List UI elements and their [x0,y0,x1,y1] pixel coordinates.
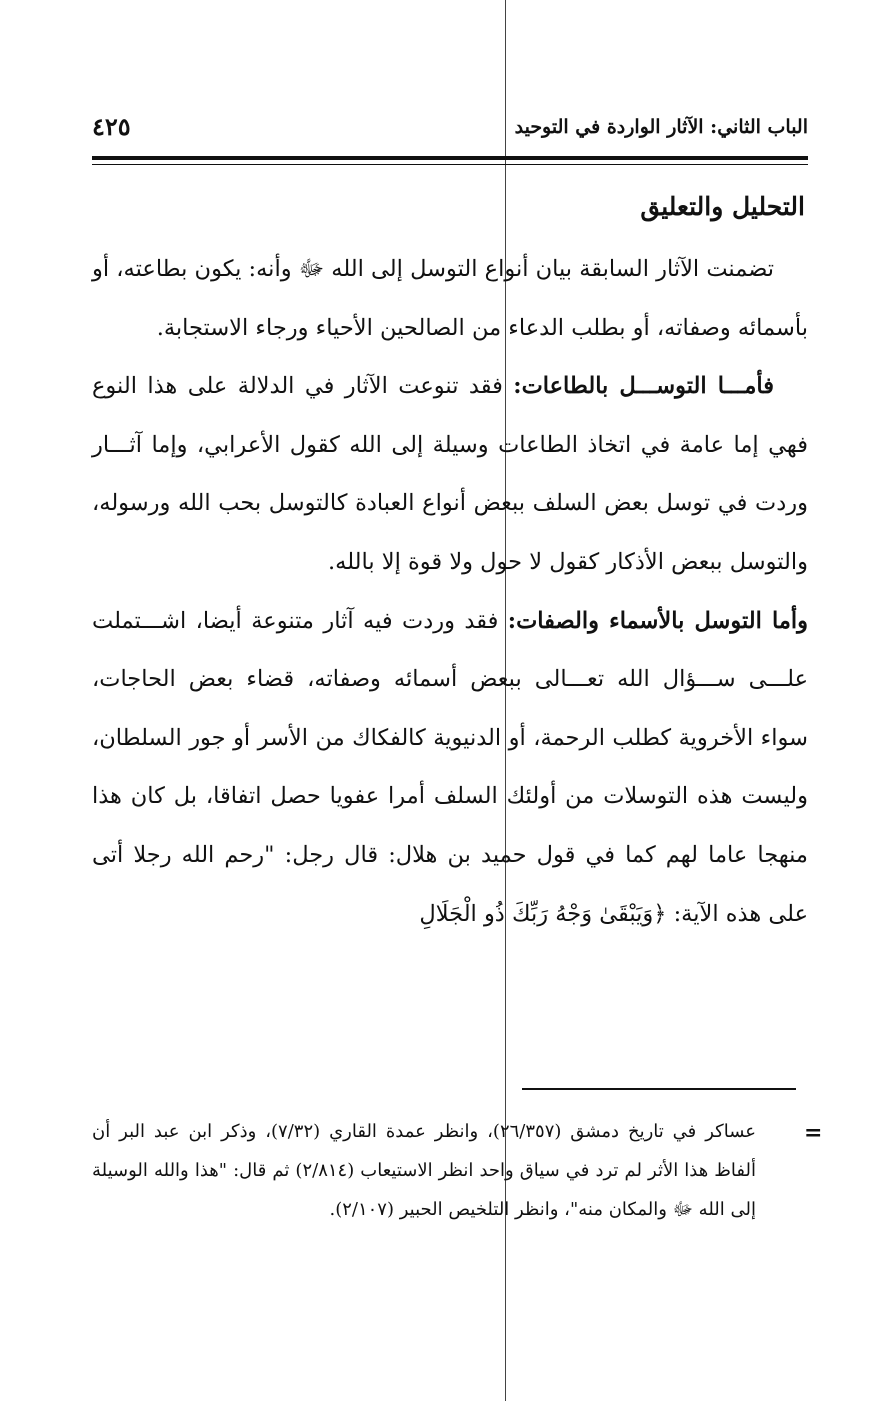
footnote-continuation-mark: = [804,1120,823,1146]
chapter-title: الباب الثاني: الآثار الواردة في التوحيد [514,116,808,138]
paragraph-text: فقد تنوعت الآثار في الدلالة على هذا النوع فهي إما عامة في اتخاذ الطاعات وسيلة إلى الله كقول الأعرابي، وإما آثـــار وردت في توسل بعض السلف ببعض أنواع العبادة كالتوسل بحب الله ورسوله، والتوسل ببعض الأذكار كقول لا حول ولا قوة إلا بالله. [92,373,808,575]
paragraph [92,240,808,357]
header-rule-thick [92,156,808,160]
paragraph-text: تضمنت الآثار السابقة بيان أنواع التوسل إلى الله ﷻ وأنه: يكون بطاعته، أو بأسمائه وصفاته، أو بطلب الدعاء من الصالحين الأحياء ورجاء الاستجابة. [92,256,808,341]
footnote-separator [522,1088,796,1090]
page-number: ٤٢٥ [92,112,131,141]
running-header [92,112,808,152]
paragraph [92,592,808,944]
header-rule-thin [92,164,808,165]
footnote-text: عساكر في تاريخ دمشق (٢٦/٣٥٧)، وانظر عمدة القاري (٧/٣٢)، وذكر ابن عبد البر أن ألفاظ هذا الأثر لم ترد في سياق واحد انظر الاستيعاب (٢/٨١٤) ثم قال: "هذا والله الوسيلة إلى الله ﷻ والمكان منه"، وانظر التلخيص الحبير (٢/١٠٧). [92,1121,756,1220]
paragraph-lead: فأمـــا التوســـل بالطاعات: [513,373,775,400]
section-heading: التحليل والتعليق [640,192,805,221]
footnote [92,1112,756,1229]
paragraph-lead: وأما التوسل بالأسماء والصفات: [507,607,808,634]
paragraph [92,357,808,591]
main-text [92,240,808,943]
paragraph-text: فقد وردت فيه آثار متنوعة أيضا، اشـــتملت علـــى ســـؤال الله تعـــالى ببعض أسمائه وصفاته، قضاء بعض الحاجات، سواء الأخروية كطلب الرحمة، أو الدنيوية كالفكاك من الأسر أو جور السلطان، وليست هذه التوسلات من أولئك السلف أمرا عفويا حصل اتفاقا، بل كان هذا منهجا عاما لهم كما في قول حميد بن هلال: قال رجل: "رحم الله رجلا أتى على هذه الآية: ﴿وَيَبْقَىٰ وَجْهُ رَبِّكَ ذُو الْجَلَالِ [92,607,808,927]
